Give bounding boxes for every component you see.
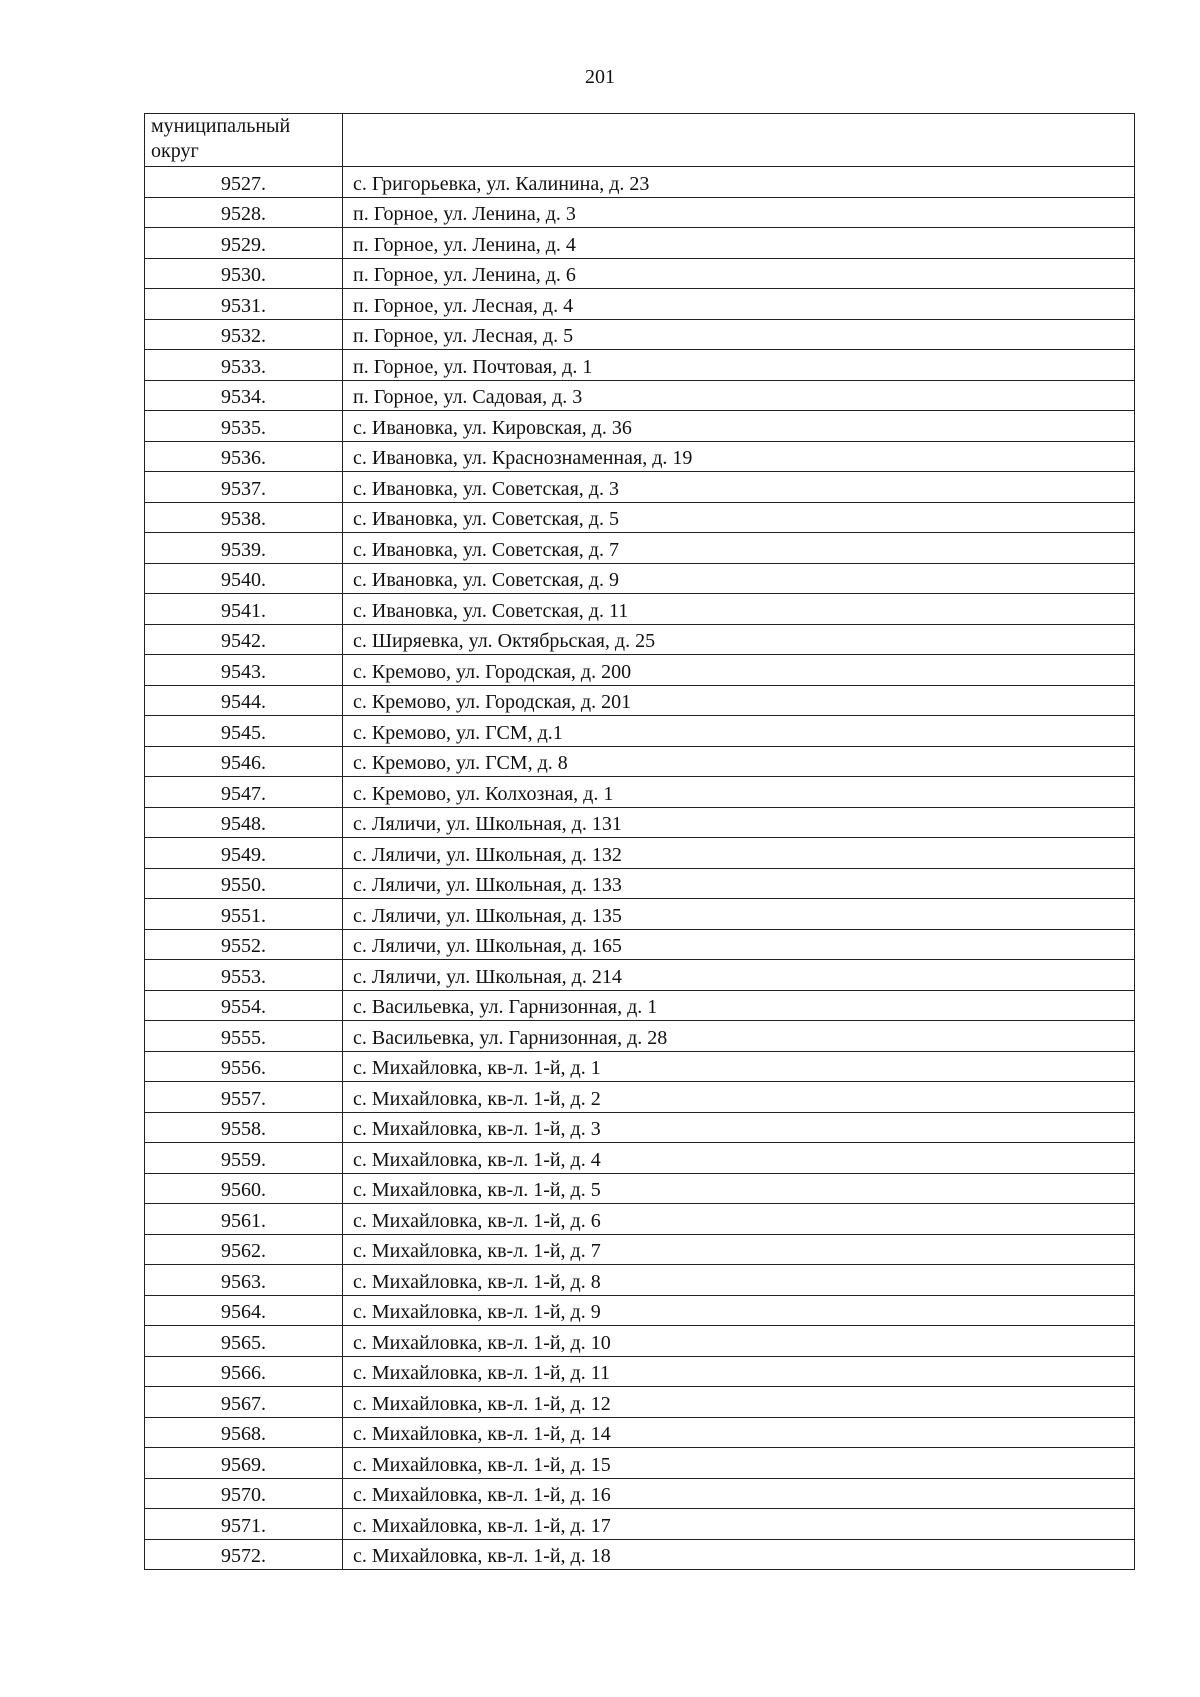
table-row (145, 685, 1135, 716)
table-row (145, 655, 1135, 686)
address-cell: с. Васильевка, ул. Гарнизонная, д. 28 (343, 1021, 1135, 1052)
row-number-cell: 9553. (145, 960, 343, 991)
address-cell: п. Горное, ул. Ленина, д. 6 (343, 258, 1135, 289)
address-cell: с. Михайловка, кв-л. 1-й, д. 4 (343, 1143, 1135, 1174)
row-number-cell: 9529. (145, 228, 343, 259)
row-number-cell: 9554. (145, 990, 343, 1021)
row-number-cell: 9564. (145, 1295, 343, 1326)
table-row (145, 563, 1135, 594)
row-number-cell: 9530. (145, 258, 343, 289)
address-cell: с. Ивановка, ул. Советская, д. 5 (343, 502, 1135, 533)
address-cell: с. Ширяевка, ул. Октябрьская, д. 25 (343, 624, 1135, 655)
table-row (145, 1509, 1135, 1540)
address-cell: с. Кремово, ул. Городская, д. 201 (343, 685, 1135, 716)
row-number-cell: 9569. (145, 1448, 343, 1479)
table-row (145, 1082, 1135, 1113)
table-row (145, 1387, 1135, 1418)
address-cell: с. Михайловка, кв-л. 1-й, д. 6 (343, 1204, 1135, 1235)
address-cell: с. Ляличи, ул. Школьная, д. 132 (343, 838, 1135, 869)
row-number-cell: 9547. (145, 777, 343, 808)
row-number-cell: 9531. (145, 289, 343, 320)
table-row (145, 502, 1135, 533)
table-row (145, 838, 1135, 869)
table-row (145, 1326, 1135, 1357)
row-number-cell: 9536. (145, 441, 343, 472)
address-cell: п. Горное, ул. Лесная, д. 4 (343, 289, 1135, 320)
table-row (145, 472, 1135, 503)
table-row (145, 533, 1135, 564)
address-cell: с. Кремово, ул. ГСМ, д.1 (343, 716, 1135, 747)
address-cell: с. Ивановка, ул. Краснознаменная, д. 19 (343, 441, 1135, 472)
address-cell: с. Михайловка, кв-л. 1-й, д. 10 (343, 1326, 1135, 1357)
row-number-cell: 9563. (145, 1265, 343, 1296)
table-row (145, 197, 1135, 228)
address-cell: с. Михайловка, кв-л. 1-й, д. 9 (343, 1295, 1135, 1326)
row-number-cell: 9556. (145, 1051, 343, 1082)
table-row (145, 1539, 1135, 1570)
table-row (145, 1295, 1135, 1326)
address-cell: с. Михайловка, кв-л. 1-й, д. 2 (343, 1082, 1135, 1113)
row-number-cell: 9561. (145, 1204, 343, 1235)
table-row (145, 380, 1135, 411)
table-row (145, 411, 1135, 442)
address-cell: с. Михайловка, кв-л. 1-й, д. 15 (343, 1448, 1135, 1479)
row-number-cell: 9559. (145, 1143, 343, 1174)
table-row (145, 1265, 1135, 1296)
address-cell: с. Васильевка, ул. Гарнизонная, д. 1 (343, 990, 1135, 1021)
row-number-cell: 9570. (145, 1478, 343, 1509)
row-number-cell: 9566. (145, 1356, 343, 1387)
address-table (144, 113, 1135, 1570)
table-header-row (145, 114, 1135, 167)
address-cell: с. Михайловка, кв-л. 1-й, д. 17 (343, 1509, 1135, 1540)
table-row (145, 350, 1135, 381)
header-cell-district: муниципальный округ (145, 114, 343, 167)
table-row (145, 1448, 1135, 1479)
address-cell: с. Ивановка, ул. Советская, д. 7 (343, 533, 1135, 564)
row-number-cell: 9542. (145, 624, 343, 655)
header-cell-empty (343, 114, 1135, 167)
row-number-cell: 9541. (145, 594, 343, 625)
row-number-cell: 9544. (145, 685, 343, 716)
address-cell: с. Ляличи, ул. Школьная, д. 133 (343, 868, 1135, 899)
row-number-cell: 9535. (145, 411, 343, 442)
address-cell: с. Ивановка, ул. Советская, д. 3 (343, 472, 1135, 503)
address-cell: с. Ивановка, ул. Советская, д. 9 (343, 563, 1135, 594)
table-row (145, 807, 1135, 838)
table-row (145, 289, 1135, 320)
address-cell: с. Ивановка, ул. Советская, д. 11 (343, 594, 1135, 625)
address-cell: п. Горное, ул. Ленина, д. 4 (343, 228, 1135, 259)
row-number-cell: 9533. (145, 350, 343, 381)
address-cell: с. Михайловка, кв-л. 1-й, д. 5 (343, 1173, 1135, 1204)
row-number-cell: 9534. (145, 380, 343, 411)
table-row (145, 777, 1135, 808)
address-cell: с. Михайловка, кв-л. 1-й, д. 18 (343, 1539, 1135, 1570)
address-cell: с. Михайловка, кв-л. 1-й, д. 7 (343, 1234, 1135, 1265)
table-row (145, 1356, 1135, 1387)
row-number-cell: 9539. (145, 533, 343, 564)
row-number-cell: 9560. (145, 1173, 343, 1204)
address-cell: п. Горное, ул. Садовая, д. 3 (343, 380, 1135, 411)
row-number-cell: 9549. (145, 838, 343, 869)
row-number-cell: 9551. (145, 899, 343, 930)
table-row (145, 594, 1135, 625)
row-number-cell: 9546. (145, 746, 343, 777)
table-row (145, 929, 1135, 960)
row-number-cell: 9562. (145, 1234, 343, 1265)
table-row (145, 167, 1135, 198)
row-number-cell: 9540. (145, 563, 343, 594)
row-number-cell: 9550. (145, 868, 343, 899)
address-cell: с. Михайловка, кв-л. 1-й, д. 12 (343, 1387, 1135, 1418)
row-number-cell: 9567. (145, 1387, 343, 1418)
row-number-cell: 9545. (145, 716, 343, 747)
address-cell: с. Кремово, ул. ГСМ, д. 8 (343, 746, 1135, 777)
row-number-cell: 9568. (145, 1417, 343, 1448)
table-row (145, 746, 1135, 777)
address-cell: с. Ляличи, ул. Школьная, д. 135 (343, 899, 1135, 930)
table-row (145, 868, 1135, 899)
address-cell: с. Ляличи, ул. Школьная, д. 165 (343, 929, 1135, 960)
row-number-cell: 9558. (145, 1112, 343, 1143)
table-row (145, 319, 1135, 350)
row-number-cell: 9548. (145, 807, 343, 838)
table-row (145, 1234, 1135, 1265)
table-row (145, 716, 1135, 747)
address-table-body (145, 114, 1135, 1570)
table-row (145, 1021, 1135, 1052)
page-number: 201 (585, 66, 615, 88)
address-cell: с. Григорьевка, ул. Калинина, д. 23 (343, 167, 1135, 198)
table-row (145, 990, 1135, 1021)
address-cell: с. Ляличи, ул. Школьная, д. 214 (343, 960, 1135, 991)
address-cell: с. Михайловка, кв-л. 1-й, д. 8 (343, 1265, 1135, 1296)
address-cell: с. Михайловка, кв-л. 1-й, д. 14 (343, 1417, 1135, 1448)
row-number-cell: 9528. (145, 197, 343, 228)
table-row (145, 1051, 1135, 1082)
address-cell: п. Горное, ул. Почтовая, д. 1 (343, 350, 1135, 381)
row-number-cell: 9527. (145, 167, 343, 198)
row-number-cell: 9538. (145, 502, 343, 533)
row-number-cell: 9557. (145, 1082, 343, 1113)
table-row (145, 1478, 1135, 1509)
table-row (145, 1204, 1135, 1235)
table-row (145, 624, 1135, 655)
row-number-cell: 9565. (145, 1326, 343, 1357)
address-cell: с. Ивановка, ул. Кировская, д. 36 (343, 411, 1135, 442)
table-row (145, 1143, 1135, 1174)
row-number-cell: 9555. (145, 1021, 343, 1052)
row-number-cell: 9552. (145, 929, 343, 960)
row-number-cell: 9571. (145, 1509, 343, 1540)
address-cell: с. Кремово, ул. Городская, д. 200 (343, 655, 1135, 686)
table-row (145, 441, 1135, 472)
row-number-cell: 9572. (145, 1539, 343, 1570)
table-row (145, 960, 1135, 991)
table-row (145, 899, 1135, 930)
address-cell: с. Михайловка, кв-л. 1-й, д. 11 (343, 1356, 1135, 1387)
table-row (145, 1173, 1135, 1204)
row-number-cell: 9532. (145, 319, 343, 350)
row-number-cell: 9537. (145, 472, 343, 503)
table-row (145, 228, 1135, 259)
row-number-cell: 9543. (145, 655, 343, 686)
table-row (145, 258, 1135, 289)
address-cell: с. Михайловка, кв-л. 1-й, д. 3 (343, 1112, 1135, 1143)
address-cell: с. Кремово, ул. Колхозная, д. 1 (343, 777, 1135, 808)
address-cell: п. Горное, ул. Ленина, д. 3 (343, 197, 1135, 228)
address-cell: с. Михайловка, кв-л. 1-й, д. 1 (343, 1051, 1135, 1082)
address-cell: с. Ляличи, ул. Школьная, д. 131 (343, 807, 1135, 838)
address-cell: с. Михайловка, кв-л. 1-й, д. 16 (343, 1478, 1135, 1509)
table-row (145, 1112, 1135, 1143)
address-cell: п. Горное, ул. Лесная, д. 5 (343, 319, 1135, 350)
table-row (145, 1417, 1135, 1448)
